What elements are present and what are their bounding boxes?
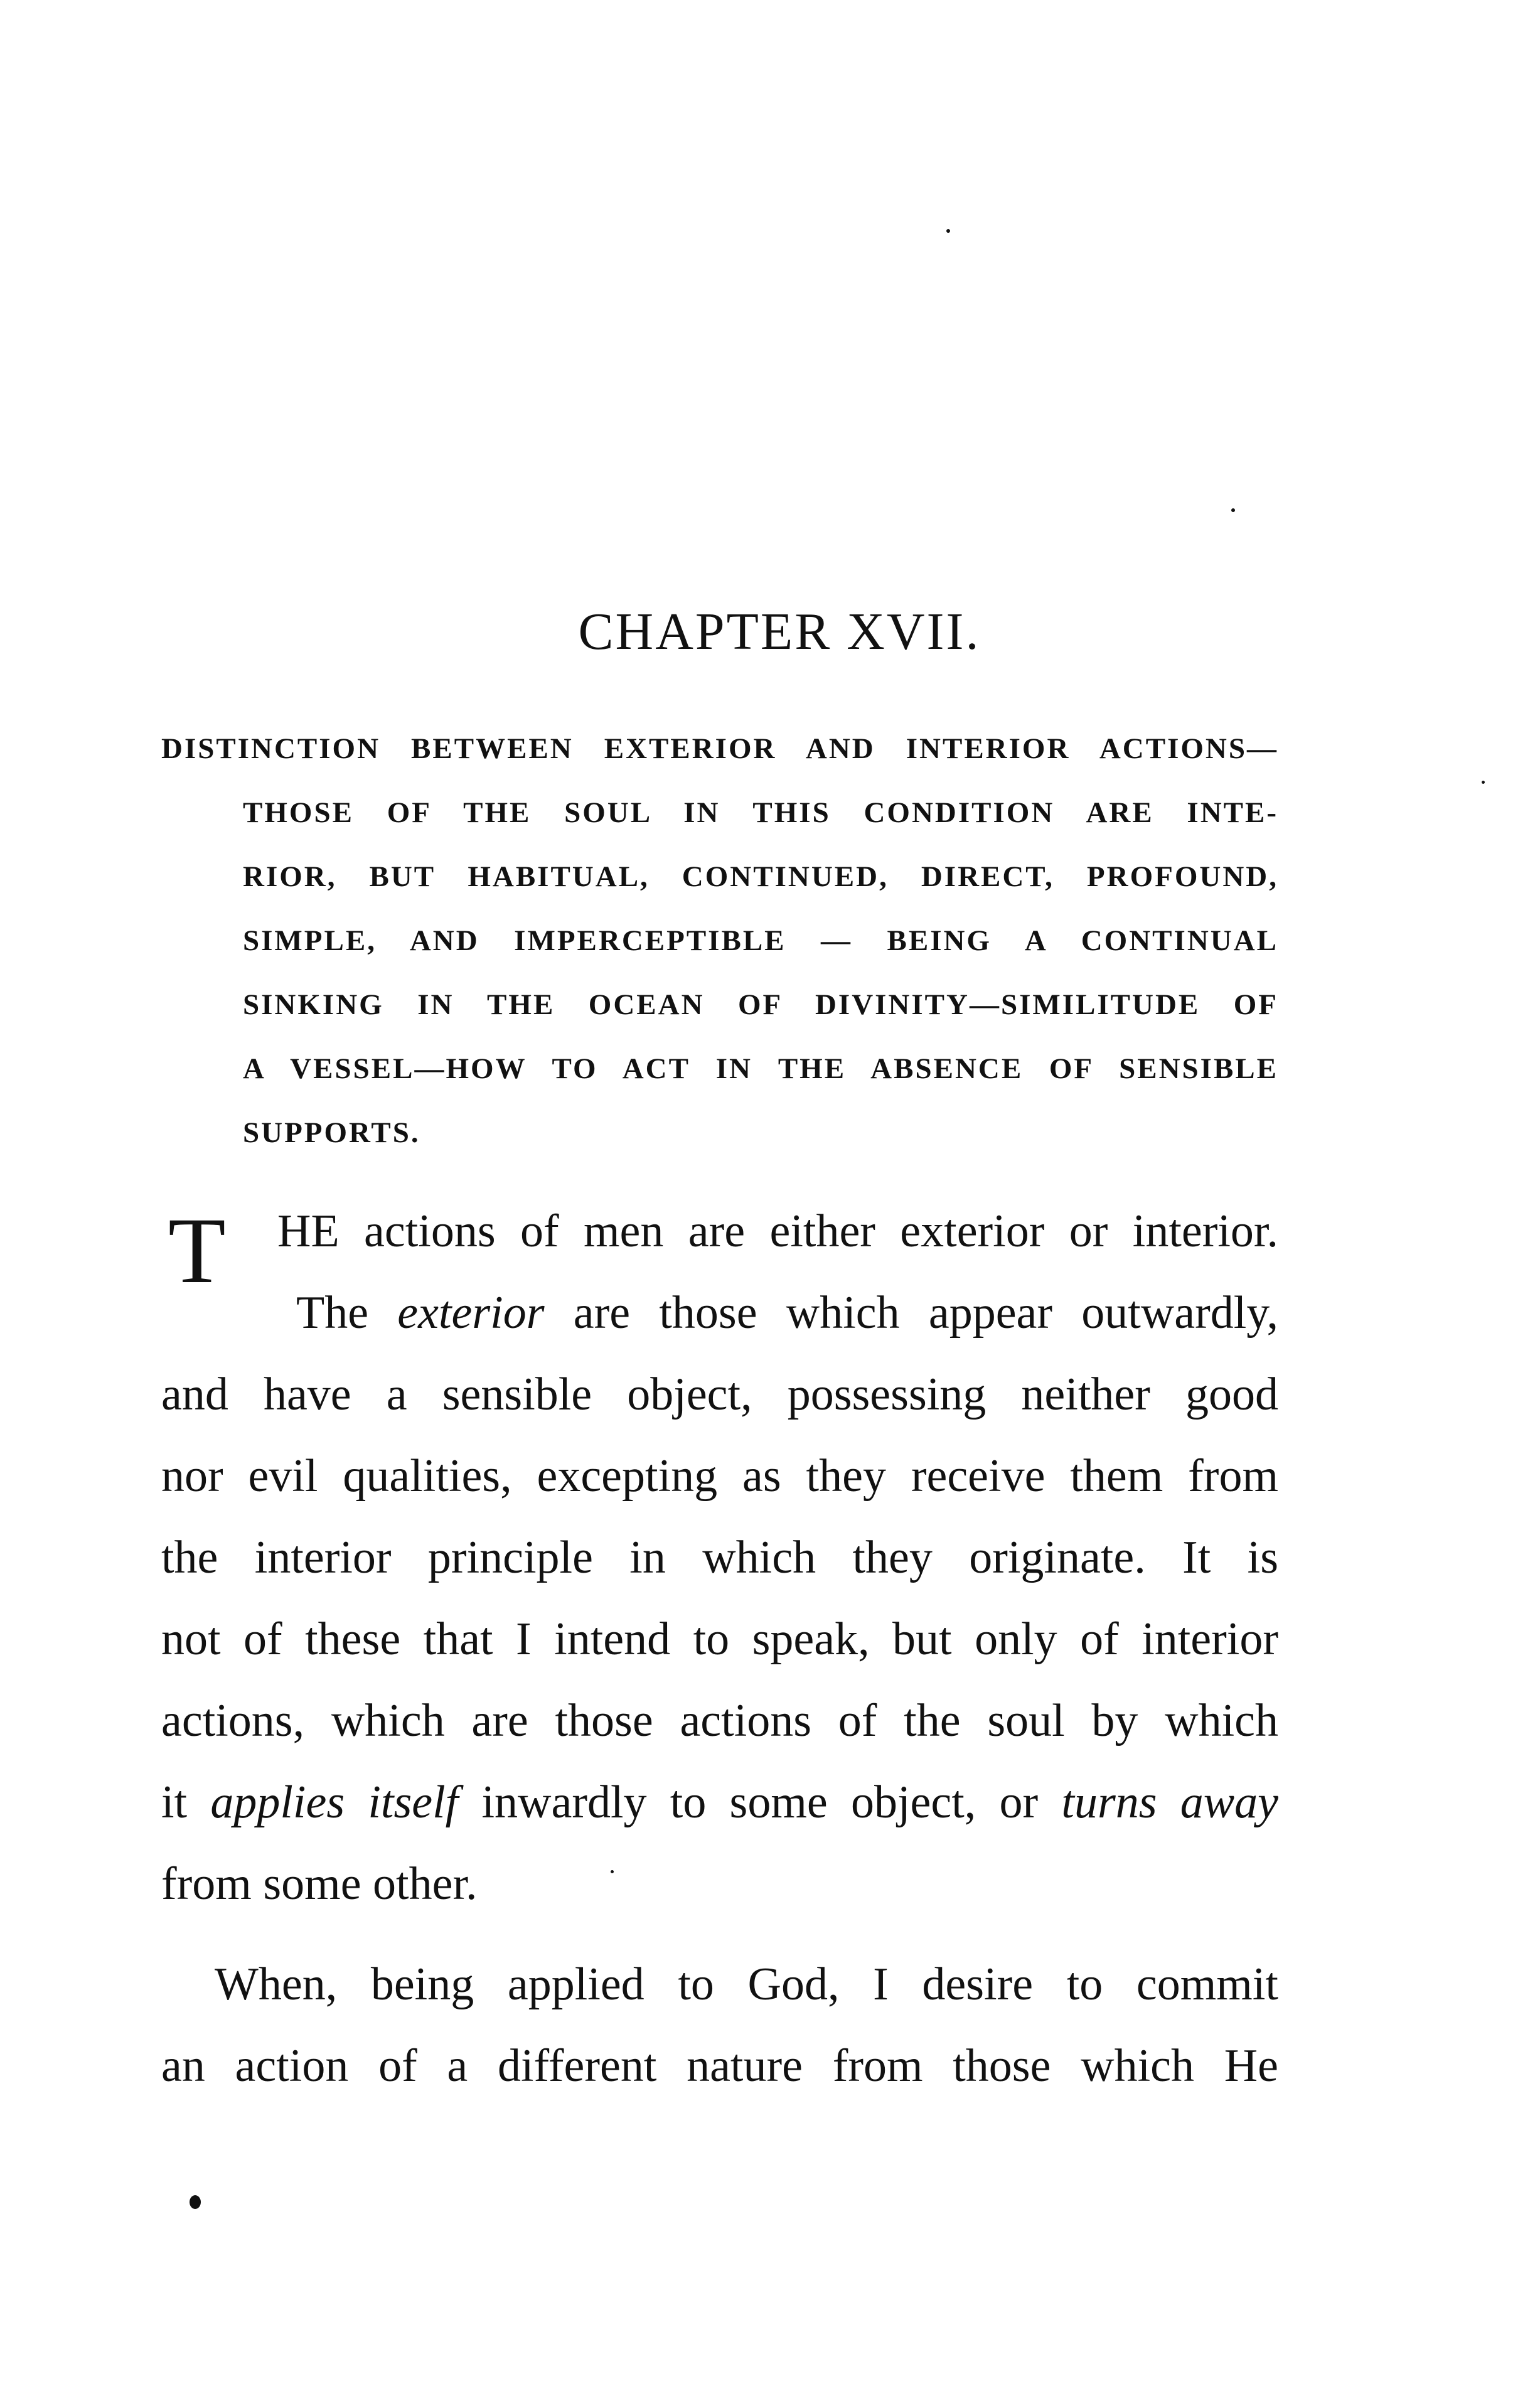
ink-speck [1231, 508, 1235, 512]
paragraph-line: the interior principle in which they originate. It is [161, 1532, 1278, 1583]
summary-line: THOSE OF THE SOUL IN THIS CONDITION ARE INTE- [243, 796, 1278, 829]
paragraph-line [161, 1779, 1278, 1836]
summary-line: SIMPLE, AND IMPERCEPTIBLE — BEING A CONTINUAL [243, 924, 1278, 957]
text-run: The [296, 1287, 398, 1339]
paragraph-line: not of these that I intend to speak, but only of interior [161, 1613, 1278, 1665]
drop-cap: T [168, 1199, 226, 1303]
paragraph-line: When, being applied to God, I desire to commit [215, 1959, 1278, 2010]
summary-line: A VESSEL—HOW TO ACT IN THE ABSENCE OF SENSIBLE [243, 1052, 1278, 1085]
ink-speck [611, 1870, 614, 1873]
paragraph-line: from some other. [161, 1858, 478, 1910]
paragraph-line: actions, which are those actions of the soul by which [161, 1695, 1278, 1746]
text-run: it [161, 1777, 211, 1828]
ink-speck [946, 229, 950, 233]
paragraph-line: nor evil qualities, excepting as they receive them from [161, 1450, 1278, 1502]
chapter-title: CHAPTER XVII. [578, 602, 981, 661]
italic-text: applies itself [210, 1777, 459, 1828]
ink-speck [190, 2195, 201, 2209]
italic-text: turns away [1061, 1777, 1278, 1828]
summary-line: DISTINCTION BETWEEN EXTERIOR AND INTERIOR ACTIONS— [161, 732, 1278, 765]
text-run: are those which appear outwardly, [544, 1287, 1278, 1339]
text-run: inwardly to some object, or [458, 1777, 1062, 1828]
summary-line: RIOR, BUT HABITUAL, CONTINUED, DIRECT, PROFOUND, [243, 860, 1278, 893]
paragraph-line: and have a sensible object, possessing neither good [161, 1369, 1278, 1420]
ink-speck [1482, 781, 1485, 784]
paragraph-line: an action of a different nature from those which He [161, 2040, 1278, 2092]
italic-text: exterior [397, 1287, 545, 1339]
paragraph-line [296, 1287, 1278, 1346]
summary-line: SINKING IN THE OCEAN OF DIVINITY—SIMILITUDE OF [243, 988, 1278, 1021]
paragraph-line: HE actions of men are either exterior or interior. [277, 1206, 1278, 1257]
summary-line: SUPPORTS. [243, 1116, 420, 1149]
